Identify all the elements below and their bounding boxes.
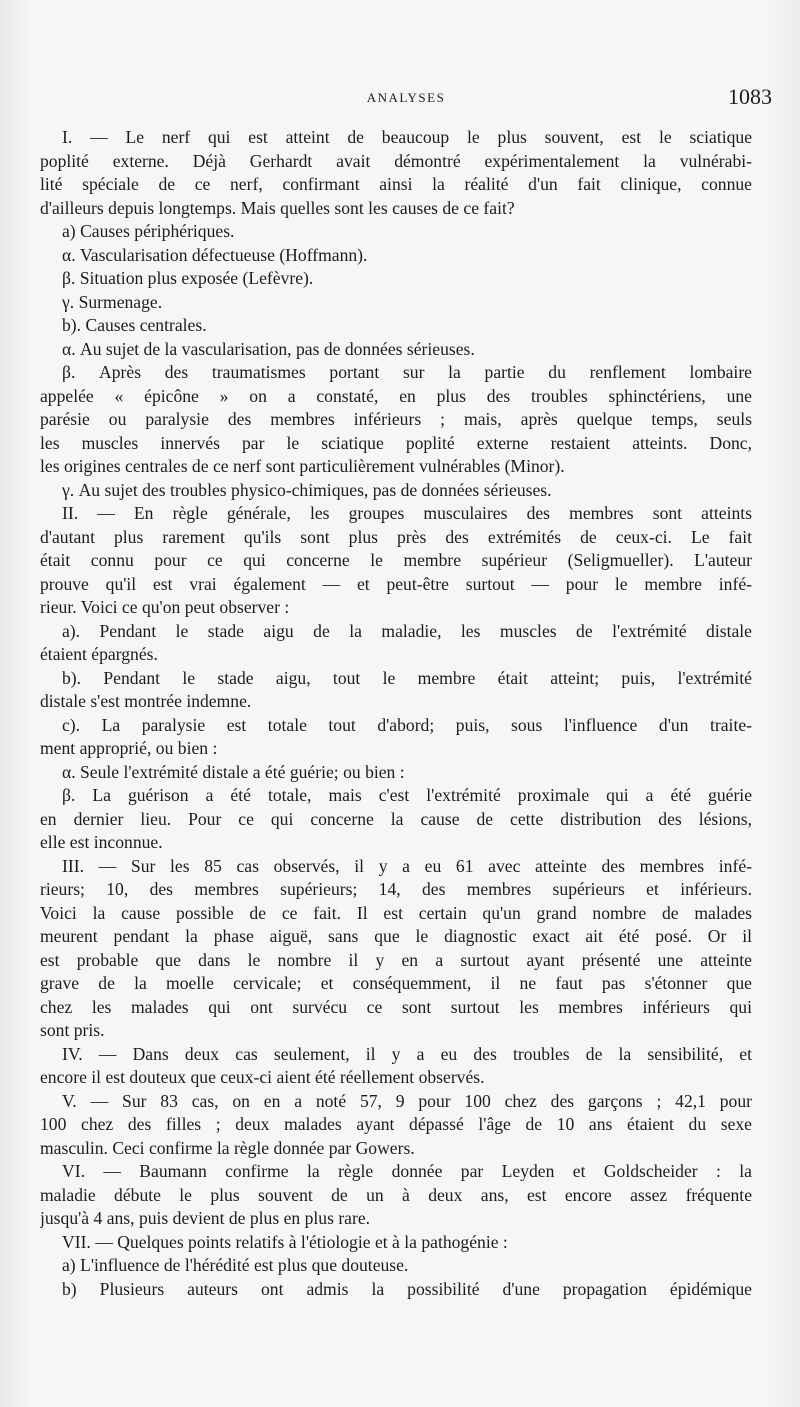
text-line: VII. — Quelques points relatifs à l'étiologie et à la pathogénie :: [62, 1231, 508, 1252]
text-line: a) Causes périphériques.: [62, 221, 235, 241]
text-line: d'autant plus rarement qu'ils sont plus près des extrémités de ceux-ci. Le fait: [40, 526, 752, 547]
text-line: VI. — Baumann confirme la règle donnée par Leyden et Goldscheider : la: [62, 1161, 752, 1181]
text-line: distale s'est montrée indemne.: [40, 691, 252, 711]
text-line: parésie ou paralysie des membres inférieurs ; mais, après quelque temps, seuls: [40, 409, 752, 429]
text-line: I. — Le nerf qui est atteint de beaucoup le plus souvent, est le sciatique: [62, 127, 752, 147]
text-line: α. Vascularisation défectueuse (Hoffmann).: [62, 244, 368, 265]
text-line: chez les malades qui ont survécu ce sont surtout les membres inférieurs qui: [40, 996, 752, 1017]
text-line: a). Pendant le stade aigu de la maladie, les muscles de l'extrémité distale: [62, 620, 752, 641]
text-line: α. Au sujet de la vascularisation, pas de données sérieuses.: [62, 338, 475, 359]
text-line: les muscles innervés par le sciatique poplité externe restaient atteints. Donc,: [40, 432, 752, 453]
text-line: III. — Sur les 85 cas observés, il y a eu 61 avec atteinte des membres infé-: [62, 855, 752, 876]
text-line: grave de la moelle cervicale; et conséquemment, il ne faut pas s'étonner que: [40, 973, 752, 993]
text-line: en dernier lieu. Pour ce qui concerne la cause de cette distribution des lésions,: [40, 808, 752, 829]
page-number: 1083: [728, 84, 772, 109]
text-line: β. La guérison a été totale, mais c'est l'extrémité proximale qui a été guérie: [62, 785, 752, 805]
text-line: rieurs; 10, des membres supérieurs; 14, des membres supérieurs et inférieurs.: [40, 879, 752, 899]
text-line: α. Seule l'extrémité distale a été guérie; ou bien :: [62, 761, 405, 782]
text-line: β. Après des traumatismes portant sur la partie du renflement lombaire: [62, 362, 752, 382]
text-line: poplité externe. Déjà Gerhardt avait démontré expérimentalement la vulnérabi-: [40, 150, 752, 171]
text-line: sont pris.: [40, 1020, 105, 1040]
text-line: lité spéciale de ce nerf, confirmant ainsi la réalité d'un fait clinique, connue: [40, 174, 752, 194]
text-line: II. — En règle générale, les groupes musculaires des membres sont atteints: [62, 503, 752, 523]
text-line: les origines centrales de ce nerf sont particulièrement vulnérables (Minor).: [40, 456, 565, 476]
text-line: elle est inconnue.: [40, 832, 163, 852]
text-line: V. — Sur 83 cas, on en a noté 57, 9 pour 100 chez des garçons ; 42,1 pour: [62, 1090, 752, 1111]
text-line: est probable que dans le nombre il y en a surtout ayant présenté une atteinte: [40, 949, 752, 970]
page-header: [40, 84, 772, 114]
text-line: γ. Surmenage.: [62, 291, 163, 312]
text-line: c). La paralysie est totale tout d'abord; puis, sous l'influence d'un traite-: [62, 714, 752, 735]
body-text: [40, 126, 752, 1301]
text-line: rieur. Voici ce qu'on peut observer :: [40, 597, 290, 617]
text-line: b) Plusieurs auteurs ont admis la possibilité d'une propagation épidémique: [62, 1278, 752, 1299]
text-line: prouve qu'il est vrai également — et peut-être surtout — pour le membre infé-: [40, 573, 752, 594]
text-line: d'ailleurs depuis longtemps. Mais quelles sont les causes de ce fait?: [40, 197, 515, 218]
text-line: était connu pour ce qui concerne le membre supérieur (Seligmueller). L'auteur: [40, 550, 752, 570]
text-line: appelée « épicône » on a constaté, en plus des troubles sphinctériens, une: [40, 385, 752, 406]
text-line: jusqu'à 4 ans, puis devient de plus en plus rare.: [40, 1208, 371, 1228]
text-line: étaient épargnés.: [40, 644, 158, 664]
text-line: masculin. Ceci confirme la règle donnée par Gowers.: [40, 1137, 415, 1158]
text-line: a) L'influence de l'hérédité est plus que douteuse.: [62, 1255, 409, 1275]
text-line: β. Situation plus exposée (Lefèvre).: [62, 268, 314, 288]
text-line: b). Causes centrales.: [62, 315, 207, 335]
text-line: encore il est douteux que ceux-ci aient été réellement observés.: [40, 1067, 485, 1087]
text-line: meurent pendant la phase aiguë, sans que le diagnostic exact ait été posé. Or il: [40, 926, 752, 946]
running-head: ANALYSES: [366, 90, 446, 105]
text-line: IV. — Dans deux cas seulement, il y a eu des troubles de la sensibilité, et: [62, 1043, 752, 1064]
text-line: Voici la cause possible de ce fait. Il est certain qu'un grand nombre de malades: [40, 902, 752, 923]
text-line: b). Pendant le stade aigu, tout le membre était atteint; puis, l'extrémité: [62, 667, 752, 688]
text-line: γ. Au sujet des troubles physico-chimiques, pas de données sérieuses.: [62, 479, 552, 500]
text-line: ment approprié, ou bien :: [40, 738, 218, 758]
text-line: maladie débute le plus souvent de un à deux ans, est encore assez fréquente: [40, 1184, 752, 1205]
text-line: 100 chez des filles ; deux malades ayant dépassé l'âge de 10 ans étaient du sexe: [40, 1114, 752, 1134]
